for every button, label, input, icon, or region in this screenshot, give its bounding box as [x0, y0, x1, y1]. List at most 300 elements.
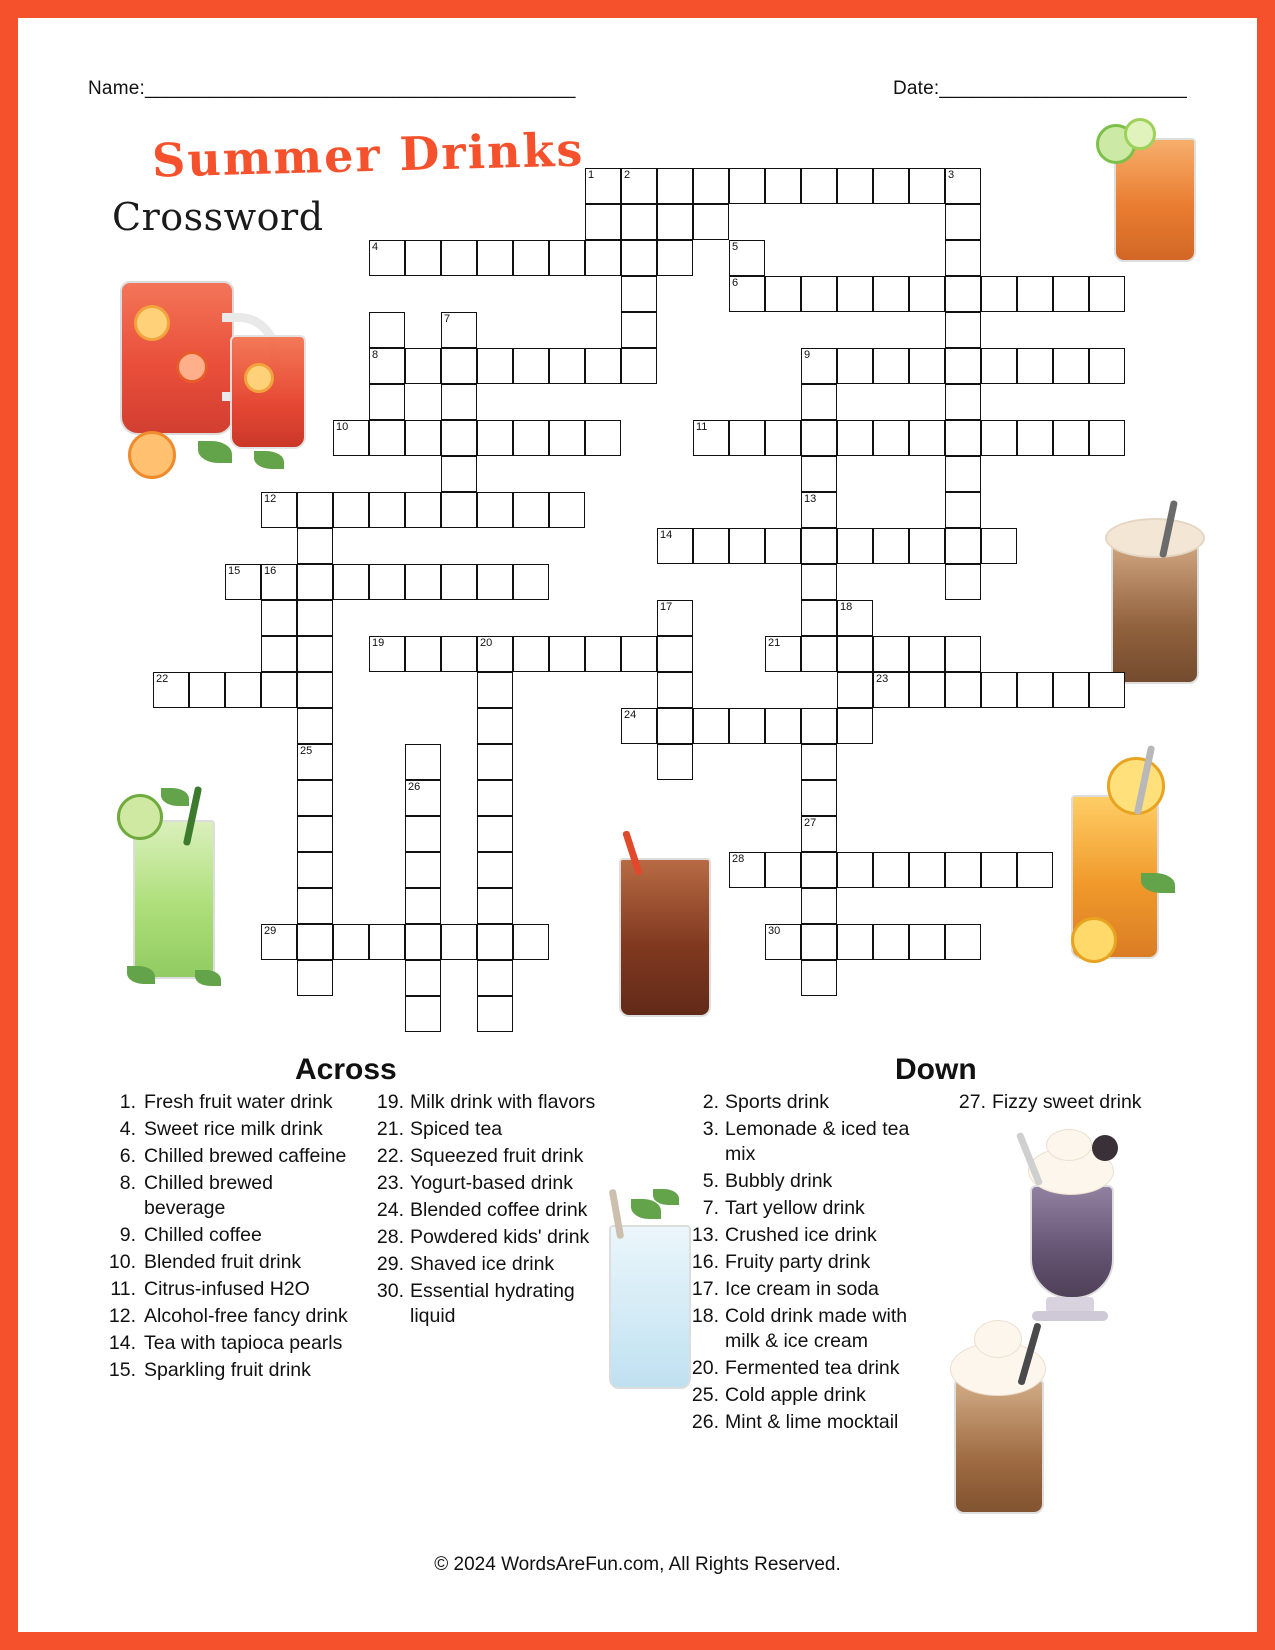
- crossword-cell[interactable]: [369, 240, 405, 276]
- clue-item: [685, 1410, 935, 1435]
- crossword-cell[interactable]: [513, 636, 549, 672]
- clue-item: [100, 1277, 350, 1302]
- clue-item: [370, 1279, 620, 1329]
- clue-text: Essential hydrating liquid: [410, 1280, 575, 1327]
- crossword-cell[interactable]: [405, 348, 441, 384]
- crossword-cell[interactable]: [441, 384, 477, 420]
- crossword-cell[interactable]: [981, 672, 1017, 708]
- crossword-cell[interactable]: [981, 348, 1017, 384]
- crossword-cell[interactable]: [297, 816, 333, 852]
- crossword-cell[interactable]: [369, 636, 405, 672]
- clue-item: [100, 1304, 350, 1329]
- crossword-cell[interactable]: [801, 528, 837, 564]
- crossword-cell[interactable]: [945, 348, 981, 384]
- crossword-cell[interactable]: [261, 600, 297, 636]
- clue-text: Chilled brewed caffeine: [144, 1145, 347, 1167]
- crossword-cell[interactable]: [585, 420, 621, 456]
- clue-item: [685, 1250, 935, 1275]
- crossword-cell[interactable]: [621, 168, 657, 204]
- crossword-cell[interactable]: [477, 636, 513, 672]
- clue-text: Sparkling fruit drink: [144, 1359, 311, 1381]
- clue-number: 3.: [702, 1118, 719, 1140]
- crossword-cell[interactable]: [873, 276, 909, 312]
- crossword-cell[interactable]: [297, 924, 333, 960]
- crossword-cell[interactable]: [801, 708, 837, 744]
- crossword-cell[interactable]: [297, 636, 333, 672]
- crossword-cell[interactable]: [801, 636, 837, 672]
- crossword-cell[interactable]: [405, 960, 441, 996]
- crossword-cell[interactable]: [477, 852, 513, 888]
- clue-number: 18.: [691, 1305, 719, 1327]
- clue-text: Cold apple drink: [725, 1384, 866, 1406]
- crossword-cell[interactable]: [585, 168, 621, 204]
- cell-number: 19: [372, 637, 385, 649]
- clue-item: [370, 1171, 620, 1196]
- cell-number: 14: [660, 529, 673, 541]
- clue-text: Crushed ice drink: [725, 1224, 877, 1246]
- crossword-cell[interactable]: [297, 960, 333, 996]
- crossword-cell[interactable]: [729, 852, 765, 888]
- crossword-cell[interactable]: [621, 276, 657, 312]
- crossword-cell[interactable]: [405, 888, 441, 924]
- down-heading: Down: [895, 1053, 977, 1086]
- crossword-cell[interactable]: [477, 996, 513, 1032]
- crossword-cell[interactable]: [657, 636, 693, 672]
- crossword-cell[interactable]: [405, 780, 441, 816]
- crossword-cell[interactable]: [837, 168, 873, 204]
- crossword-cell[interactable]: [405, 852, 441, 888]
- crossword-cell[interactable]: [477, 744, 513, 780]
- clue-number: 29.: [376, 1253, 404, 1275]
- crossword-cell[interactable]: [657, 744, 693, 780]
- crossword-cell[interactable]: [837, 708, 873, 744]
- crossword-cell[interactable]: [477, 816, 513, 852]
- crossword-cell[interactable]: [441, 492, 477, 528]
- date-field-label[interactable]: Date:_______________________: [892, 78, 1187, 99]
- crossword-cell[interactable]: [909, 672, 945, 708]
- clue-item: [370, 1198, 620, 1223]
- clue-item: [685, 1117, 935, 1167]
- crossword-cell[interactable]: [333, 924, 369, 960]
- clue-item: [100, 1090, 350, 1115]
- crossword-cell[interactable]: [477, 708, 513, 744]
- crossword-cell[interactable]: [801, 960, 837, 996]
- clue-text: Blended coffee drink: [410, 1199, 588, 1221]
- crossword-cell[interactable]: [585, 636, 621, 672]
- cell-number: 21: [768, 637, 781, 649]
- clue-number: 12.: [108, 1305, 136, 1327]
- crossword-cell[interactable]: [477, 492, 513, 528]
- crossword-cell[interactable]: [909, 636, 945, 672]
- crossword-cell[interactable]: [477, 240, 513, 276]
- crossword-cell[interactable]: [945, 204, 981, 240]
- crossword-cell[interactable]: [657, 708, 693, 744]
- crossword-cell[interactable]: [477, 564, 513, 600]
- crossword-cell[interactable]: [261, 564, 297, 600]
- clue-number: 1.: [119, 1091, 136, 1113]
- clue-item: [950, 1090, 1210, 1115]
- crossword-cell[interactable]: [801, 168, 837, 204]
- crossword-cell[interactable]: [405, 420, 441, 456]
- crossword-cell[interactable]: [765, 708, 801, 744]
- crossword-cell[interactable]: [909, 420, 945, 456]
- cell-number: 5: [732, 241, 739, 253]
- crossword-cell[interactable]: [981, 528, 1017, 564]
- crossword-cell[interactable]: [369, 492, 405, 528]
- clue-item: [100, 1358, 350, 1383]
- crossword-cell[interactable]: [405, 240, 441, 276]
- cell-number: 2: [624, 169, 631, 181]
- crossword-cell[interactable]: [333, 564, 369, 600]
- crossword-cell[interactable]: [909, 348, 945, 384]
- crossword-cell[interactable]: [477, 672, 513, 708]
- crossword-cell[interactable]: [765, 924, 801, 960]
- cell-number: 1: [588, 169, 595, 181]
- cell-number: 28: [732, 853, 745, 865]
- crossword-cell[interactable]: [297, 888, 333, 924]
- crossword-cell[interactable]: [729, 708, 765, 744]
- crossword-cell[interactable]: [621, 312, 657, 348]
- crossword-cell[interactable]: [297, 564, 333, 600]
- crossword-cell[interactable]: [153, 672, 189, 708]
- clue-text: Chilled coffee: [144, 1224, 262, 1246]
- crossword-cell[interactable]: [1053, 348, 1089, 384]
- clue-text: Milk drink with flavors: [410, 1091, 596, 1113]
- cell-number: 24: [624, 709, 637, 721]
- crossword-cell[interactable]: [873, 672, 909, 708]
- crossword-cell[interactable]: [801, 888, 837, 924]
- crossword-cell[interactable]: [369, 924, 405, 960]
- clue-text: Fresh fruit water drink: [144, 1091, 333, 1113]
- crossword-cell[interactable]: [1089, 420, 1125, 456]
- crossword-cell[interactable]: [657, 672, 693, 708]
- crossword-cell[interactable]: [765, 276, 801, 312]
- clue-item: [370, 1117, 620, 1142]
- crossword-cell[interactable]: [729, 420, 765, 456]
- crossword-cell[interactable]: [441, 240, 477, 276]
- clue-number: 23.: [376, 1172, 404, 1194]
- crossword-cell[interactable]: [657, 204, 693, 240]
- crossword-cell[interactable]: [837, 924, 873, 960]
- clue-text: Lemonade & iced tea mix: [725, 1118, 910, 1165]
- crossword-cell[interactable]: [909, 852, 945, 888]
- clue-text: Ice cream in soda: [725, 1278, 879, 1300]
- crossword-cell[interactable]: [621, 348, 657, 384]
- crossword-cell[interactable]: [549, 420, 585, 456]
- cell-number: 13: [804, 493, 817, 505]
- crossword-cell[interactable]: [945, 636, 981, 672]
- crossword-cell[interactable]: [945, 420, 981, 456]
- crossword-cell[interactable]: [513, 348, 549, 384]
- crossword-cell[interactable]: [945, 672, 981, 708]
- across-clue-list-col1: [100, 1090, 350, 1385]
- cell-number: 8: [372, 349, 379, 361]
- crossword-cell[interactable]: [693, 708, 729, 744]
- clue-item: [685, 1383, 935, 1408]
- crossword-cell[interactable]: [693, 168, 729, 204]
- crossword-cell[interactable]: [801, 564, 837, 600]
- crossword-cell[interactable]: [297, 744, 333, 780]
- crossword-cell[interactable]: [945, 276, 981, 312]
- crossword-cell[interactable]: [333, 492, 369, 528]
- crossword-cell[interactable]: [873, 168, 909, 204]
- crossword-cell[interactable]: [369, 564, 405, 600]
- crossword-cell[interactable]: [261, 636, 297, 672]
- crossword-cell[interactable]: [945, 528, 981, 564]
- crossword-cell[interactable]: [801, 924, 837, 960]
- crossword-cell[interactable]: [333, 420, 369, 456]
- crossword-cell[interactable]: [765, 168, 801, 204]
- clue-item: [685, 1169, 935, 1194]
- crossword-cell[interactable]: [441, 564, 477, 600]
- across-clue-list-col2: [370, 1090, 620, 1331]
- crossword-cell[interactable]: [945, 312, 981, 348]
- crossword-cell[interactable]: [837, 348, 873, 384]
- crossword-cell[interactable]: [297, 852, 333, 888]
- crossword-cell[interactable]: [981, 276, 1017, 312]
- crossword-cell[interactable]: [477, 924, 513, 960]
- crossword-cell[interactable]: [801, 420, 837, 456]
- crossword-cell[interactable]: [621, 240, 657, 276]
- crossword-cell[interactable]: [1017, 348, 1053, 384]
- crossword-cell[interactable]: [297, 780, 333, 816]
- clue-number: 30.: [376, 1280, 404, 1302]
- crossword-cell[interactable]: [981, 852, 1017, 888]
- crossword-cell[interactable]: [657, 240, 693, 276]
- cell-number: 18: [840, 601, 853, 613]
- cell-number: 11: [696, 421, 708, 433]
- crossword-cell[interactable]: [837, 636, 873, 672]
- crossword-cell[interactable]: [297, 600, 333, 636]
- crossword-cell[interactable]: [945, 852, 981, 888]
- crossword-cell[interactable]: [405, 492, 441, 528]
- cell-number: 22: [156, 673, 169, 685]
- crossword-cell[interactable]: [837, 672, 873, 708]
- crossword-cell[interactable]: [549, 240, 585, 276]
- crossword-cell[interactable]: [801, 492, 837, 528]
- clue-number: 19.: [376, 1091, 404, 1113]
- crossword-cell[interactable]: [441, 348, 477, 384]
- crossword-cell[interactable]: [765, 528, 801, 564]
- crossword-cell[interactable]: [837, 600, 873, 636]
- crossword-cell[interactable]: [873, 924, 909, 960]
- crossword-cell[interactable]: [801, 816, 837, 852]
- clue-item: [685, 1277, 935, 1302]
- clue-text: Tart yellow drink: [725, 1197, 865, 1219]
- clue-item: [685, 1090, 935, 1115]
- crossword-cell[interactable]: [801, 348, 837, 384]
- crossword-cell[interactable]: [837, 420, 873, 456]
- crossword-cell[interactable]: [477, 420, 513, 456]
- crossword-cell[interactable]: [225, 672, 261, 708]
- crossword-cell[interactable]: [801, 276, 837, 312]
- clue-number: 6.: [119, 1145, 136, 1167]
- clue-text: Mint & lime mocktail: [725, 1411, 899, 1433]
- crossword-cell[interactable]: [513, 564, 549, 600]
- crossword-cell[interactable]: [261, 672, 297, 708]
- crossword-cell[interactable]: [549, 348, 585, 384]
- crossword-cell[interactable]: [765, 852, 801, 888]
- crossword-cell[interactable]: [873, 852, 909, 888]
- cell-number: 25: [300, 745, 313, 757]
- crossword-cell[interactable]: [1089, 276, 1125, 312]
- crossword-cell[interactable]: [1017, 276, 1053, 312]
- clue-text: Alcohol-free fancy drink: [144, 1305, 348, 1327]
- crossword-cell[interactable]: [909, 924, 945, 960]
- cell-number: 26: [408, 781, 421, 793]
- crossword-cell[interactable]: [873, 636, 909, 672]
- crossword-cell[interactable]: [1017, 672, 1053, 708]
- clue-text: Cold drink made with milk & ice cream: [725, 1305, 908, 1352]
- crossword-cell[interactable]: [405, 636, 441, 672]
- crossword-cell[interactable]: [621, 636, 657, 672]
- name-field-label[interactable]: Name:________________________________________: [88, 78, 576, 99]
- crossword-cell[interactable]: [549, 492, 585, 528]
- crossword-cell[interactable]: [945, 492, 981, 528]
- crossword-cell[interactable]: [837, 528, 873, 564]
- crossword-cell[interactable]: [1089, 348, 1125, 384]
- clue-number: 22.: [376, 1145, 404, 1167]
- crossword-cell[interactable]: [693, 420, 729, 456]
- crossword-cell[interactable]: [909, 276, 945, 312]
- crossword-cell[interactable]: [513, 420, 549, 456]
- crossword-cell[interactable]: [801, 456, 837, 492]
- crossword-cell[interactable]: [729, 240, 765, 276]
- crossword-cell[interactable]: [585, 240, 621, 276]
- crossword-cell[interactable]: [729, 168, 765, 204]
- crossword-cell[interactable]: [549, 636, 585, 672]
- crossword-cell[interactable]: [945, 168, 981, 204]
- crossword-cell[interactable]: [945, 384, 981, 420]
- crossword-cell[interactable]: [189, 672, 225, 708]
- cell-number: 9: [804, 349, 811, 361]
- crossword-cell[interactable]: [981, 420, 1017, 456]
- crossword-cell[interactable]: [297, 492, 333, 528]
- clue-item: [685, 1223, 935, 1248]
- crossword-cell[interactable]: [729, 276, 765, 312]
- crossword-cell[interactable]: [837, 276, 873, 312]
- cell-number: 20: [480, 637, 493, 649]
- crossword-cell[interactable]: [585, 204, 621, 240]
- crossword-cell[interactable]: [261, 492, 297, 528]
- crossword-cell[interactable]: [405, 816, 441, 852]
- crossword-cell[interactable]: [621, 204, 657, 240]
- crossword-cell[interactable]: [873, 348, 909, 384]
- clue-number: 17.: [691, 1278, 719, 1300]
- clue-number: 8.: [119, 1172, 136, 1194]
- clue-number: 25.: [691, 1384, 719, 1406]
- clue-item: [370, 1144, 620, 1169]
- crossword-cell[interactable]: [441, 456, 477, 492]
- crossword-cell[interactable]: [801, 852, 837, 888]
- crossword-cell[interactable]: [909, 168, 945, 204]
- crossword-cell[interactable]: [405, 996, 441, 1032]
- crossword-cell[interactable]: [369, 384, 405, 420]
- crossword-cell[interactable]: [369, 312, 405, 348]
- crossword-cell[interactable]: [837, 852, 873, 888]
- crossword-cell[interactable]: [297, 528, 333, 564]
- crossword-cell[interactable]: [441, 312, 477, 348]
- cell-number: 10: [336, 421, 349, 433]
- crossword-cell[interactable]: [369, 420, 405, 456]
- crossword-cell[interactable]: [873, 528, 909, 564]
- clue-text: Tea with tapioca pearls: [144, 1332, 343, 1354]
- crossword-cell[interactable]: [801, 780, 837, 816]
- crossword-cell[interactable]: [765, 636, 801, 672]
- crossword-cell[interactable]: [477, 888, 513, 924]
- crossword-cell[interactable]: [477, 348, 513, 384]
- crossword-cell[interactable]: [1053, 276, 1089, 312]
- down-clue-list-col2: [950, 1090, 1210, 1117]
- crossword-cell[interactable]: [801, 600, 837, 636]
- crossword-cell[interactable]: [405, 744, 441, 780]
- crossword-cell[interactable]: [513, 924, 549, 960]
- crossword-cell[interactable]: [693, 204, 729, 240]
- crossword-cell[interactable]: [297, 708, 333, 744]
- crossword-cell[interactable]: [513, 492, 549, 528]
- clue-text: Citrus-infused H2O: [144, 1278, 310, 1300]
- crossword-cell[interactable]: [909, 528, 945, 564]
- crossword-cell[interactable]: [477, 960, 513, 996]
- clue-number: 16.: [691, 1251, 719, 1273]
- crossword-cell[interactable]: [729, 528, 765, 564]
- crossword-cell[interactable]: [945, 564, 981, 600]
- cell-number: 12: [264, 493, 277, 505]
- clue-text: Yogurt-based drink: [410, 1172, 573, 1194]
- cell-number: 15: [228, 565, 241, 577]
- crossword-cell[interactable]: [1089, 672, 1125, 708]
- crossword-cell[interactable]: [1017, 852, 1053, 888]
- crossword-cell[interactable]: [873, 420, 909, 456]
- crossword-cell[interactable]: [945, 240, 981, 276]
- crossword-cell[interactable]: [657, 168, 693, 204]
- crossword-cell[interactable]: [801, 384, 837, 420]
- crossword-cell[interactable]: [693, 528, 729, 564]
- crossword-cell[interactable]: [441, 636, 477, 672]
- clue-item: [370, 1225, 620, 1250]
- crossword-cell[interactable]: [513, 240, 549, 276]
- crossword-cell[interactable]: [945, 456, 981, 492]
- crossword-cell[interactable]: [405, 564, 441, 600]
- crossword-cell[interactable]: [657, 600, 693, 636]
- crossword-cell[interactable]: [369, 348, 405, 384]
- clue-number: 4.: [119, 1118, 136, 1140]
- page-subtitle: Crossword: [112, 195, 324, 239]
- crossword-cell[interactable]: [585, 348, 621, 384]
- crossword-cell[interactable]: [1017, 420, 1053, 456]
- crossword-cell[interactable]: [405, 924, 441, 960]
- crossword-cell[interactable]: [621, 708, 657, 744]
- crossword-cell[interactable]: [441, 924, 477, 960]
- crossword-cell[interactable]: [801, 744, 837, 780]
- crossword-cell[interactable]: [1053, 420, 1089, 456]
- across-heading: Across: [295, 1053, 397, 1086]
- clue-number: 20.: [691, 1357, 719, 1379]
- clue-item: [685, 1356, 935, 1381]
- clue-number: 7.: [702, 1197, 719, 1219]
- crossword-cell[interactable]: [477, 780, 513, 816]
- crossword-cell[interactable]: [945, 924, 981, 960]
- crossword-cell[interactable]: [657, 528, 693, 564]
- crossword-cell[interactable]: [1053, 672, 1089, 708]
- crossword-cell[interactable]: [441, 420, 477, 456]
- crossword-cell[interactable]: [261, 924, 297, 960]
- clue-number: 14.: [108, 1332, 136, 1354]
- crossword-cell[interactable]: [765, 420, 801, 456]
- crossword-cell[interactable]: [225, 564, 261, 600]
- clue-item: [100, 1223, 350, 1248]
- crossword-cell[interactable]: [297, 672, 333, 708]
